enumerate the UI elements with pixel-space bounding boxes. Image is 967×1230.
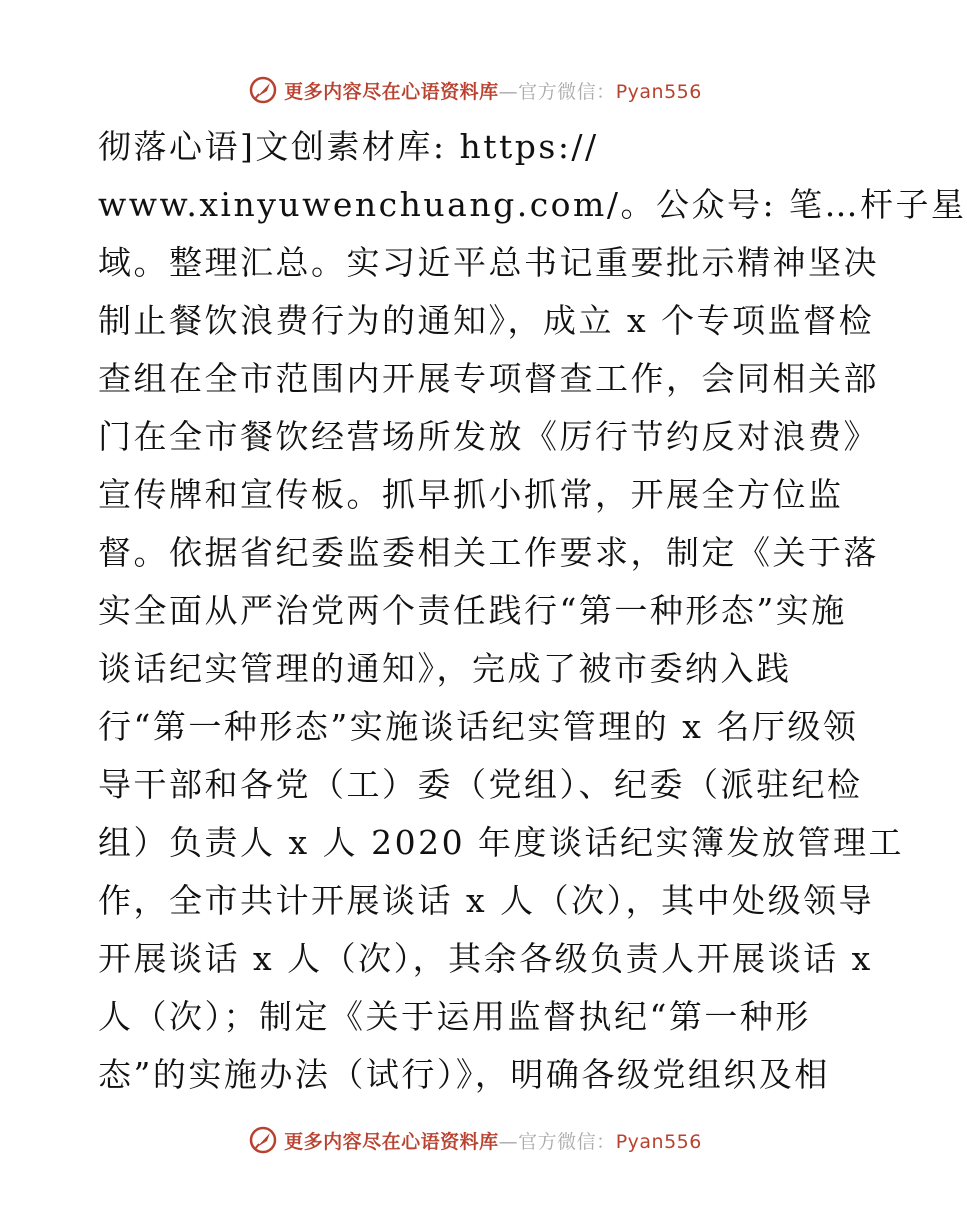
quill-pen-logo-icon	[248, 1125, 278, 1155]
body-line: 实全面从严治党两个责任践行“第一种形态”实施	[98, 591, 847, 630]
body-line: 门在全市餐饮经营场所发放《厉行节约反对浪费》	[98, 417, 879, 456]
body-line: 彻落心语]文创素材库: https://	[98, 127, 599, 166]
header-wechat-id: Pyan556	[615, 80, 702, 103]
body-line: 导干部和各党（工）委（党组）、纪委（派驻纪检	[98, 765, 863, 804]
footer-banner	[0, 1120, 950, 1160]
document-body	[98, 118, 967, 1104]
footer-official-label: 官方微信：	[518, 1130, 616, 1153]
footer-separator: —	[498, 1130, 519, 1153]
body-line: 宣传牌和宣传板。抓早抓小抓常，开展全方位监	[98, 475, 844, 514]
body-line: 开展谈话 x 人（次），其余各级负责人开展谈话 x	[98, 939, 873, 978]
header-official-label: 官方微信：	[518, 80, 616, 103]
footer-wechat-id: Pyan556	[615, 1130, 702, 1153]
body-line: 人（次）；制定《关于运用监督执纪“第一种形	[98, 997, 811, 1036]
header-banner-text	[284, 77, 702, 104]
body-line: www.xinyuwenchuang.com/。公众号: 笔…杆子星	[98, 185, 967, 224]
body-line: 督。依据省纪委监委相关工作要求，制定《关于落	[98, 533, 879, 572]
header-separator: —	[498, 80, 519, 103]
footer-site-text: 更多内容尽在心语资料库	[284, 1130, 499, 1153]
body-line: 查组在全市范围内开展专项督查工作，会同相关部	[98, 359, 879, 398]
quill-pen-logo-icon	[248, 75, 278, 105]
footer-banner-text	[284, 1127, 702, 1154]
body-line: 谈话纪实管理的通知》，完成了被市委纳入践	[98, 649, 792, 688]
body-line: 行“第一种形态”实施谈话纪实管理的 x 名厅级领	[98, 707, 859, 746]
body-line: 作，全市共计开展谈话 x 人（次），其中处级领导	[98, 881, 875, 920]
body-line: 域。整理汇总。实习近平总书记重要批示精神坚决	[98, 243, 879, 282]
body-line: 组）负责人 x 人 2020 年度谈话纪实簿发放管理工	[98, 823, 905, 862]
header-site-text: 更多内容尽在心语资料库	[284, 80, 499, 103]
body-line: 制止餐饮浪费行为的通知》，成立 x 个专项监督检	[98, 301, 875, 340]
body-line: 态”的实施办法（试行）》，明确各级党组织及相	[98, 1055, 830, 1094]
header-banner	[0, 70, 950, 110]
